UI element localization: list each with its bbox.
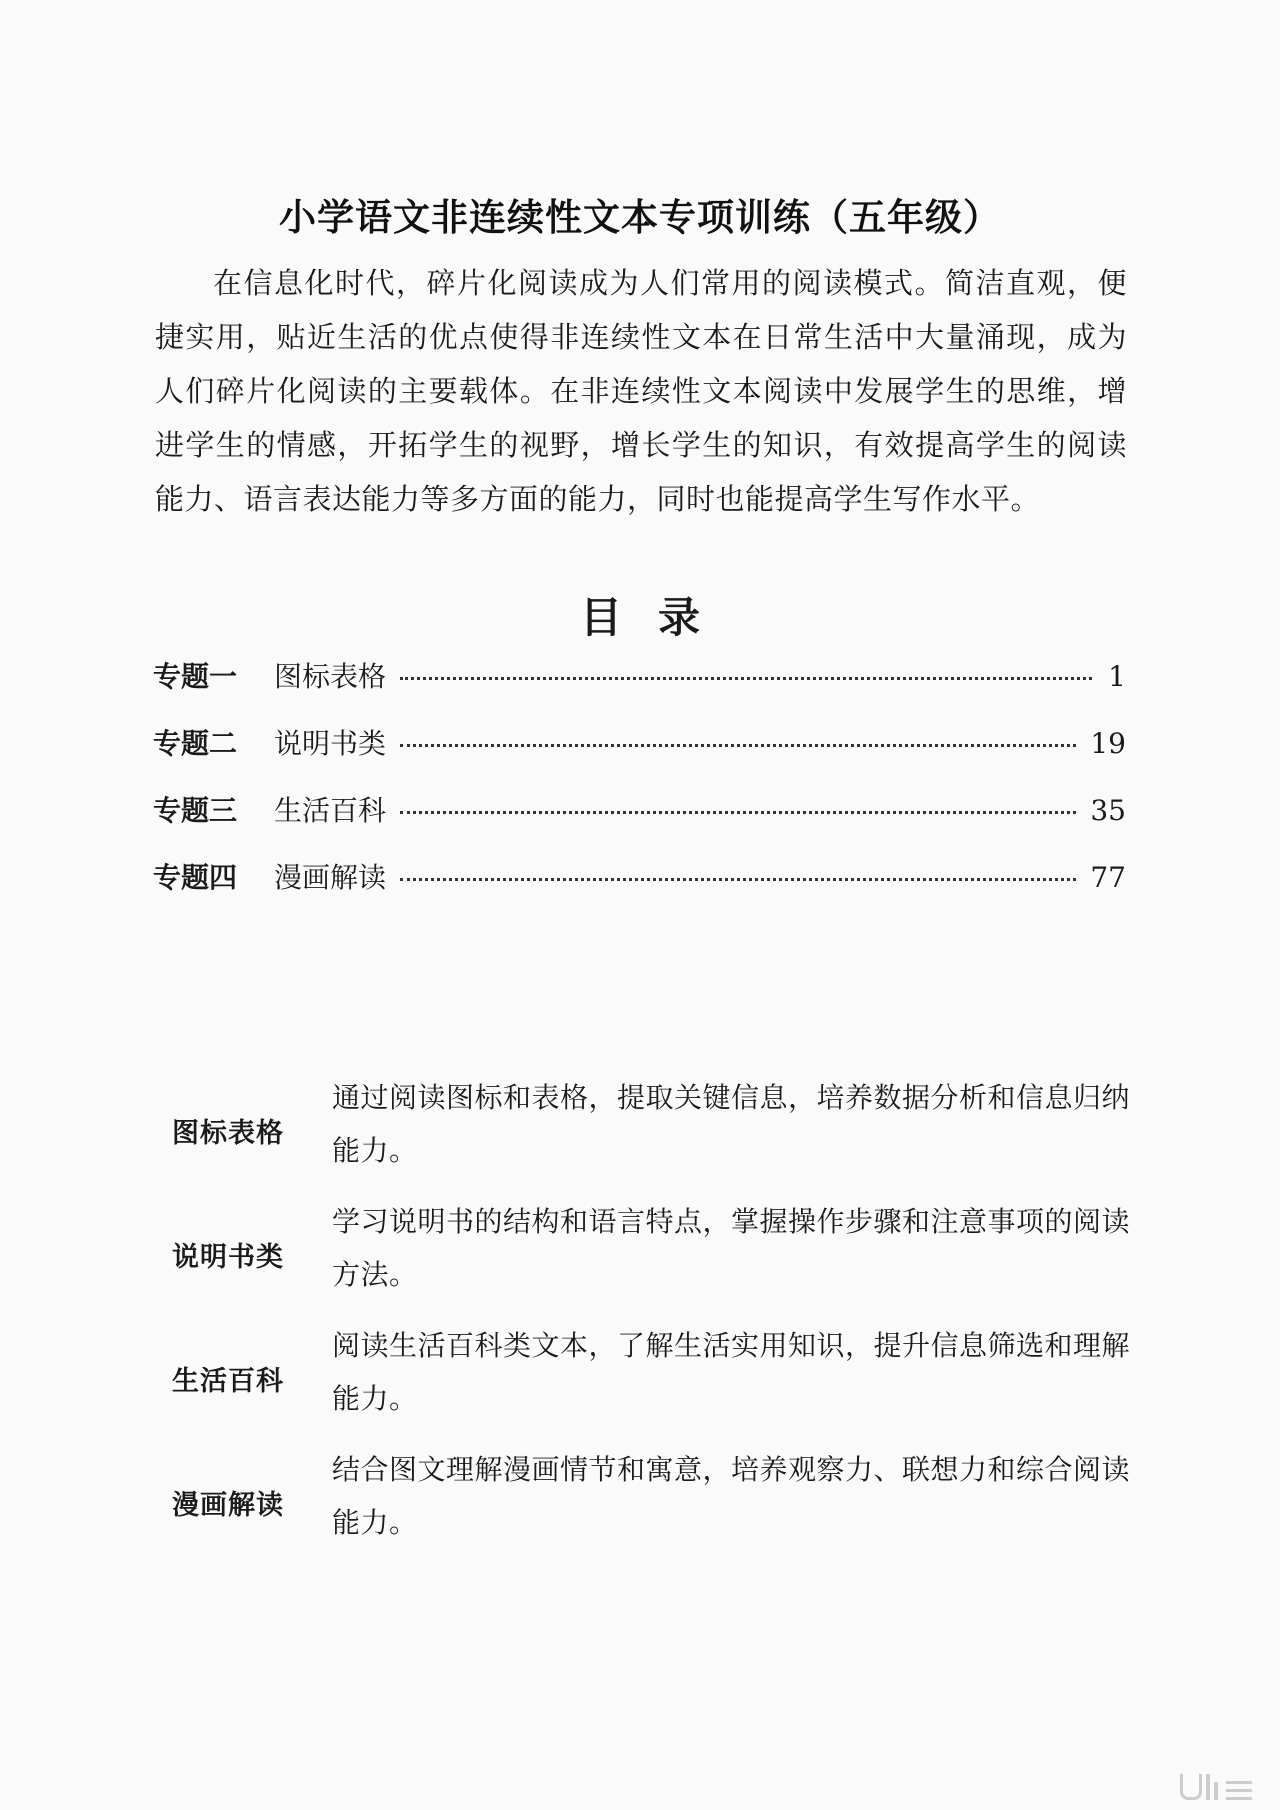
topic-description: 结合图文理解漫画情节和寓意，培养观察力、联想力和综合阅读能力。 <box>332 1453 1131 1539</box>
watermark-bar <box>1214 1782 1218 1800</box>
app-watermark-icon <box>1180 1774 1252 1800</box>
toc-entry-number: 专题一 <box>153 660 238 693</box>
topic-label: 生活百科 <box>172 1365 284 1397</box>
watermark-lines <box>1226 1781 1252 1800</box>
toc-entry-page: 19 <box>1090 727 1126 760</box>
topic-item <box>172 1440 1132 1564</box>
toc-entry-title: 生活百科 <box>274 794 387 827</box>
toc-heading: 目录 <box>579 593 736 642</box>
watermark-u-shape <box>1180 1774 1202 1800</box>
topic-descriptions <box>172 1068 1132 1564</box>
toc-entry-number: 专题三 <box>153 794 238 827</box>
topic-label: 图标表格 <box>172 1117 284 1149</box>
topic-description: 阅读生活百科类文本，了解生活实用知识，提升信息筛选和理解能力。 <box>332 1329 1131 1415</box>
topic-description: 通过阅读图标和表格，提取关键信息，培养数据分析和信息归纳能力。 <box>332 1081 1131 1167</box>
watermark-bar <box>1206 1774 1210 1800</box>
toc-entry-title: 图标表格 <box>274 660 387 693</box>
toc-entry-page: 35 <box>1090 794 1126 827</box>
toc-entry[interactable] <box>153 722 1126 789</box>
toc-entry-title: 说明书类 <box>274 727 387 760</box>
toc-entry-number: 专题二 <box>153 727 238 760</box>
topic-label: 说明书类 <box>172 1241 284 1273</box>
topic-item <box>172 1068 1132 1192</box>
toc-entry-page: 1 <box>1108 660 1126 693</box>
page-title: 小学语文非连续性文本专项训练（五年级） <box>279 195 1001 239</box>
dot-leader <box>400 877 1076 881</box>
dot-leader <box>400 810 1076 814</box>
intro-paragraph: 在信息化时代，碎片化阅读成为人们常用的阅读模式。简洁直观，便捷实用，贴近生活的优点使得非连续性文本在日常生活中大量涌现，成为人们碎片化阅读的主要载体。在非连续性文本阅读中发展学生的思维，增进学生的情感，开拓学生的视野，增长学生的知识，有效提高学生的阅读能力、语言表达能力等多方面的能力，同时也能提高学生写作水平。 <box>155 266 1127 516</box>
toc-entry-number: 专题四 <box>153 861 238 894</box>
topic-item <box>172 1316 1132 1440</box>
toc-entry[interactable] <box>153 856 1126 923</box>
toc-entry[interactable] <box>153 789 1126 856</box>
topic-description: 学习说明书的结构和语言特点，掌握操作步骤和注意事项的阅读方法。 <box>332 1205 1131 1291</box>
topic-label: 漫画解读 <box>172 1489 284 1521</box>
toc-entry-title: 漫画解读 <box>274 861 387 894</box>
dot-leader <box>400 743 1076 747</box>
toc-entry-page: 77 <box>1090 861 1126 894</box>
toc-entry[interactable] <box>153 655 1126 722</box>
table-of-contents <box>153 655 1126 923</box>
topic-item <box>172 1192 1132 1316</box>
dot-leader <box>400 676 1092 680</box>
